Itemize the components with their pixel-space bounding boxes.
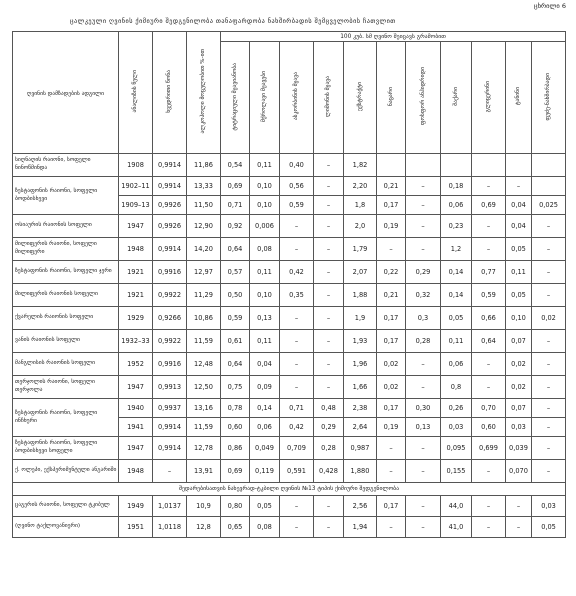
cell-value: 0,02	[377, 353, 406, 376]
cell-value: 0,30	[406, 399, 441, 418]
cell-value: 0,64	[221, 353, 250, 376]
cell-density: 0,9914	[153, 154, 187, 177]
cell-value: –	[506, 517, 532, 538]
cell-year: 1951	[119, 517, 153, 538]
cell-value: –	[506, 496, 532, 517]
cell-value: 0,57	[221, 261, 250, 284]
cell-value: –	[314, 196, 344, 215]
cell-value: –	[472, 376, 506, 399]
cell-value: 0,06	[441, 196, 472, 215]
cell-value: 0,10	[506, 307, 532, 330]
cell-value: 0,05	[506, 284, 532, 307]
cell-value: 0,11	[250, 330, 280, 353]
cell-value: 0,21	[377, 177, 406, 196]
cell-location: სიღნაღის რაიონი, სოფელი ნინოწმინდა	[13, 154, 119, 177]
cell-year: 1940	[119, 399, 153, 418]
cell-value: 0,17	[377, 399, 406, 418]
cell-value: 0,09	[250, 376, 280, 399]
cell-value: 0,86	[221, 437, 250, 460]
cell-density: 0,9914	[153, 238, 187, 261]
cell-value: 0,02	[377, 376, 406, 399]
cell-location: მილიფერის რაიონი, სოფელი მილიფერი	[13, 238, 119, 261]
cell-value: –	[406, 496, 441, 517]
cell-value: 1,79	[344, 238, 377, 261]
cell-value: –	[406, 177, 441, 196]
cell-year: 1909–13	[119, 196, 153, 215]
cell-value: –	[314, 517, 344, 538]
cell-value: 0,69	[221, 460, 250, 483]
cell-year: 1949	[119, 496, 153, 517]
cell-value: 0,025	[532, 196, 566, 215]
cell-alcohol: 10,86	[187, 307, 221, 330]
cell-density: 0,9926	[153, 215, 187, 238]
cell-value: –	[406, 376, 441, 399]
header-year: ანალიზის წელი	[119, 32, 153, 154]
table-row	[13, 496, 566, 517]
cell-value: 0,08	[250, 517, 280, 538]
cell-value: 0,92	[221, 215, 250, 238]
cell-value: –	[280, 496, 314, 517]
header-col-3: ლიმონის მჟავა	[314, 42, 344, 154]
cell-value: 0,64	[472, 330, 506, 353]
cell-value: 0,69	[221, 177, 250, 196]
cell-value: 0,02	[506, 353, 532, 376]
cell-year: 1947	[119, 437, 153, 460]
cell-density: 0,9916	[153, 353, 187, 376]
cell-value: 0,13	[250, 307, 280, 330]
cell-value: –	[472, 460, 506, 483]
cell-location: მილიფერის რაიონის სოფელი	[13, 284, 119, 307]
cell-value: –	[314, 177, 344, 196]
cell-value: 0,08	[250, 238, 280, 261]
cell-year: 1947	[119, 376, 153, 399]
cell-value: –	[314, 215, 344, 238]
cell-value: 0,59	[221, 307, 250, 330]
cell-value: 0,05	[532, 517, 566, 538]
cell-location: თერჯოლის რაიონი, სოფელი თერჯოლა	[13, 376, 119, 399]
cell-value: 0,8	[441, 376, 472, 399]
cell-value: –	[472, 517, 506, 538]
cell-value: 0,591	[280, 460, 314, 483]
cell-value: 0,709	[280, 437, 314, 460]
cell-alcohol: 12,8	[187, 517, 221, 538]
table-row	[13, 238, 566, 261]
header-col-1: მქროლავი მჟავები	[250, 42, 280, 154]
cell-value: 0,50	[221, 284, 250, 307]
cell-value: –	[472, 238, 506, 261]
cell-value: –	[406, 238, 441, 261]
table-row	[13, 261, 566, 284]
cell-year: 1921	[119, 261, 153, 284]
cell-value: 0,29	[406, 261, 441, 284]
table-row	[13, 154, 566, 177]
cell-value	[506, 154, 532, 177]
header-col-10: ფუძე-ნახშირბადი	[532, 42, 566, 154]
cell-value: 0,21	[377, 284, 406, 307]
cell-location: ქვარელის რაიონის სოფელი	[13, 307, 119, 330]
cell-value: 0,56	[280, 177, 314, 196]
cell-value: 0,14	[250, 399, 280, 418]
cell-value: 0,07	[506, 330, 532, 353]
cell-location: მანგლისის რაიონის სოფელი	[13, 353, 119, 376]
cell-value: 0,05	[250, 496, 280, 517]
table-title: ცალკეული ღვინის ქიმიური შედგენილობა თანაფარდობა ნახშირბადის შემცველობის ჩათვლით	[70, 18, 396, 25]
cell-value: –	[314, 238, 344, 261]
cell-value: –	[314, 330, 344, 353]
cell-value: 1,82	[344, 154, 377, 177]
cell-value	[406, 154, 441, 177]
cell-value: 0,19	[377, 215, 406, 238]
cell-value: 0,17	[377, 307, 406, 330]
cell-value: 0,987	[344, 437, 377, 460]
cell-alcohol: 13,16	[187, 399, 221, 418]
cell-value: –	[314, 284, 344, 307]
cell-value: 0,61	[221, 330, 250, 353]
cell-value: –	[472, 496, 506, 517]
wine-composition-table	[12, 31, 566, 538]
cell-value: –	[280, 215, 314, 238]
cell-value: 0,69	[472, 196, 506, 215]
cell-value: –	[472, 177, 506, 196]
cell-alcohol: 14,20	[187, 238, 221, 261]
cell-value: 1,93	[344, 330, 377, 353]
cell-value: 0,04	[250, 353, 280, 376]
cell-location: (ღვინო ტაქლოვანიერი)	[13, 517, 119, 538]
cell-value: –	[314, 353, 344, 376]
cell-value: –	[280, 353, 314, 376]
table-row	[13, 517, 566, 538]
header-col-7: შაქარი	[441, 42, 472, 154]
cell-alcohol: 13,33	[187, 177, 221, 196]
cell-value: –	[377, 437, 406, 460]
cell-density: 0,9914	[153, 437, 187, 460]
cell-value: –	[472, 353, 506, 376]
cell-value: 2,20	[344, 177, 377, 196]
cell-value: –	[532, 460, 566, 483]
comparison-header: შედარებისათვის ნახევრად-ტკბილი ღვინის №13 ტიპის ქიმიური შედგენილობა	[13, 483, 566, 496]
cell-value: 0,070	[506, 460, 532, 483]
cell-value: 0,26	[441, 399, 472, 418]
cell-value: 0,28	[314, 437, 344, 460]
cell-alcohol: 12,90	[187, 215, 221, 238]
cell-value	[472, 154, 506, 177]
cell-value: 0,19	[377, 418, 406, 437]
cell-value: 0,42	[280, 261, 314, 284]
cell-location: ზესტაფონის რაიონი, სოფელი ბოდბისხევი სოფელი	[13, 437, 119, 460]
cell-value: –	[280, 376, 314, 399]
cell-value: 1,2	[441, 238, 472, 261]
cell-value: 0,65	[221, 517, 250, 538]
cell-alcohol: 11,29	[187, 284, 221, 307]
cell-value: 0,75	[221, 376, 250, 399]
cell-value: 0,13	[406, 418, 441, 437]
cell-value: 0,18	[441, 177, 472, 196]
cell-value: –	[280, 238, 314, 261]
cell-density: 0,9266	[153, 307, 187, 330]
cell-value: 1,880	[344, 460, 377, 483]
cell-alcohol: 12,48	[187, 353, 221, 376]
header-col-5: ნაცარი	[377, 42, 406, 154]
cell-density: 0,9913	[153, 376, 187, 399]
cell-location: ოსიაურის რაიონის სოფელი	[13, 215, 119, 238]
cell-density: 0,9926	[153, 196, 187, 215]
header-col-8: გლიცერინი	[472, 42, 506, 154]
cell-density: –	[153, 460, 187, 483]
header-col-0: ტიტრაციული მჟავიანობა	[221, 42, 250, 154]
cell-alcohol: 11,50	[187, 196, 221, 215]
cell-density: 0,9914	[153, 177, 187, 196]
cell-value: –	[377, 460, 406, 483]
cell-year: 1921	[119, 284, 153, 307]
cell-value: –	[532, 399, 566, 418]
cell-value: 0,17	[377, 496, 406, 517]
cell-value: –	[314, 261, 344, 284]
cell-location: ზესტაფონის რაიონი, სოფელი ჯერი	[13, 261, 119, 284]
cell-value: 2,07	[344, 261, 377, 284]
cell-value: –	[532, 261, 566, 284]
cell-value: 0,60	[221, 418, 250, 437]
cell-value: 2,64	[344, 418, 377, 437]
cell-value: –	[406, 517, 441, 538]
cell-value: 0,64	[221, 238, 250, 261]
cell-alcohol: 12,78	[187, 437, 221, 460]
cell-value: 0,03	[506, 418, 532, 437]
cell-value: 0,23	[441, 215, 472, 238]
cell-value: 0,28	[406, 330, 441, 353]
cell-value: 0,66	[472, 307, 506, 330]
cell-value: 2,56	[344, 496, 377, 517]
table-row	[13, 330, 566, 353]
cell-value: 0,11	[250, 154, 280, 177]
cell-value	[377, 154, 406, 177]
cell-value: 0,3	[406, 307, 441, 330]
header-location: ღვინის დამზადების ადგილი	[13, 32, 119, 154]
cell-value: 0,11	[441, 330, 472, 353]
cell-value: 0,71	[280, 399, 314, 418]
cell-year: 1947	[119, 215, 153, 238]
table-row	[13, 284, 566, 307]
cell-value: –	[532, 284, 566, 307]
cell-value: 0,049	[250, 437, 280, 460]
table-row	[13, 399, 566, 418]
cell-value: 0,59	[280, 196, 314, 215]
cell-value: 0,05	[506, 238, 532, 261]
cell-value: –	[406, 353, 441, 376]
header-col-2: ასკორბინის მჟავა	[280, 42, 314, 154]
cell-value: 0,05	[441, 307, 472, 330]
cell-value: 1,94	[344, 517, 377, 538]
cell-alcohol: 11,59	[187, 418, 221, 437]
cell-year: 1948	[119, 460, 153, 483]
cell-value: 0,06	[441, 353, 472, 376]
header-alcohol: ალკოჰოლი მოცულობით %-ით	[187, 32, 221, 154]
cell-value: –	[532, 353, 566, 376]
cell-value: 0,40	[280, 154, 314, 177]
cell-value: 0,11	[506, 261, 532, 284]
cell-value: 0,17	[377, 330, 406, 353]
cell-value: 0,10	[250, 177, 280, 196]
cell-density: 1,0118	[153, 517, 187, 538]
cell-value: 1,9	[344, 307, 377, 330]
cell-value: 0,095	[441, 437, 472, 460]
header-group: 100 კუბ. სმ ღვინო შეიცავს გრამობით	[221, 32, 566, 42]
cell-value: –	[506, 177, 532, 196]
cell-value: 0,22	[377, 261, 406, 284]
cell-value: 1,96	[344, 353, 377, 376]
cell-alcohol: 12,97	[187, 261, 221, 284]
table-row	[13, 177, 566, 196]
cell-value: –	[280, 517, 314, 538]
cell-value: –	[377, 517, 406, 538]
cell-value: –	[314, 307, 344, 330]
cell-value: 41,0	[441, 517, 472, 538]
cell-location: ზესტაფონის რაიონი, სოფელი ინჩხური	[13, 399, 119, 437]
cell-value: 0,32	[406, 284, 441, 307]
cell-density: 0,9922	[153, 330, 187, 353]
cell-value: 0,14	[441, 284, 472, 307]
cell-location: ვანის რაიონის სოფელი	[13, 330, 119, 353]
cell-value: –	[532, 376, 566, 399]
cell-alcohol: 13,91	[187, 460, 221, 483]
cell-value: 0,70	[472, 399, 506, 418]
cell-value: 0,14	[441, 261, 472, 284]
cell-value: 0,155	[441, 460, 472, 483]
cell-value: 0,03	[532, 496, 566, 517]
cell-value: 0,42	[280, 418, 314, 437]
cell-year: 1902–11	[119, 177, 153, 196]
cell-value: 0,02	[506, 376, 532, 399]
cell-year: 1952	[119, 353, 153, 376]
cell-value: 0,04	[506, 196, 532, 215]
cell-density: 1,0137	[153, 496, 187, 517]
cell-value: 0,71	[221, 196, 250, 215]
cell-value: 0,80	[221, 496, 250, 517]
cell-location: ზესტაფონის რაიონი, სოფელი ბოდბისხევი	[13, 177, 119, 215]
cell-value	[532, 177, 566, 196]
cell-value: 0,77	[472, 261, 506, 284]
cell-value: 0,11	[250, 261, 280, 284]
cell-value: –	[406, 215, 441, 238]
cell-value	[441, 154, 472, 177]
cell-density: 0,9922	[153, 284, 187, 307]
cell-value: 0,54	[221, 154, 250, 177]
cell-value: 0,10	[250, 196, 280, 215]
cell-year: 1929	[119, 307, 153, 330]
cell-density: 0,9937	[153, 399, 187, 418]
cell-value: –	[280, 307, 314, 330]
table-row	[13, 215, 566, 238]
cell-value: –	[314, 154, 344, 177]
cell-year: 1948	[119, 238, 153, 261]
cell-value: 0,039	[506, 437, 532, 460]
cell-value: 44,0	[441, 496, 472, 517]
cell-value: –	[314, 496, 344, 517]
cell-value: 0,60	[472, 418, 506, 437]
cell-alcohol: 10,9	[187, 496, 221, 517]
cell-alcohol: 11,59	[187, 330, 221, 353]
cell-value: –	[532, 238, 566, 261]
table-row	[13, 376, 566, 399]
cell-value: 0,006	[250, 215, 280, 238]
cell-alcohol: 11,86	[187, 154, 221, 177]
table-row	[13, 437, 566, 460]
cell-value: –	[280, 330, 314, 353]
cell-value: 1,8	[344, 196, 377, 215]
cell-value: –	[406, 437, 441, 460]
header-col-9: ტანინი	[506, 42, 532, 154]
cell-value: –	[532, 330, 566, 353]
table-number: ცხრილი 6	[533, 2, 566, 10]
cell-value: 2,0	[344, 215, 377, 238]
cell-value: 0,35	[280, 284, 314, 307]
cell-year: 1941	[119, 418, 153, 437]
cell-value: 0,48	[314, 399, 344, 418]
cell-value: 0,59	[472, 284, 506, 307]
table-row	[13, 353, 566, 376]
cell-density: 0,9916	[153, 261, 187, 284]
cell-value: 0,119	[250, 460, 280, 483]
table-row	[13, 307, 566, 330]
cell-value: 0,07	[506, 399, 532, 418]
cell-value	[532, 154, 566, 177]
cell-value: –	[532, 437, 566, 460]
header-col-6: ფოსფორ ანჰიდრიდი	[406, 42, 441, 154]
cell-location: ცაგერის რაიონი, სოფელი ტკიბულ	[13, 496, 119, 517]
cell-value: 0,03	[441, 418, 472, 437]
cell-year: 1932–33	[119, 330, 153, 353]
cell-value: 0,428	[314, 460, 344, 483]
cell-value: –	[314, 376, 344, 399]
cell-value: 1,88	[344, 284, 377, 307]
cell-value: 0,10	[250, 284, 280, 307]
cell-year: 1908	[119, 154, 153, 177]
cell-value: 0,06	[250, 418, 280, 437]
cell-value: –	[532, 418, 566, 437]
cell-value: –	[406, 460, 441, 483]
cell-value: 0,17	[377, 196, 406, 215]
cell-value: 0,04	[506, 215, 532, 238]
cell-value: –	[472, 215, 506, 238]
cell-location: ქ. ოლეპი, ექსპერიმენტული ანგარიში	[13, 460, 119, 483]
cell-value: 2,38	[344, 399, 377, 418]
cell-value: 1,66	[344, 376, 377, 399]
cell-value: 0,02	[532, 307, 566, 330]
header-density: ხვედრითი წონა	[153, 32, 187, 154]
cell-alcohol: 12,50	[187, 376, 221, 399]
cell-value: 0,78	[221, 399, 250, 418]
cell-value: –	[406, 196, 441, 215]
cell-density: 0,9914	[153, 418, 187, 437]
cell-value: –	[377, 238, 406, 261]
header-col-4: ექსტრაქტი	[344, 42, 377, 154]
table-row	[13, 460, 566, 483]
cell-value: 0,29	[314, 418, 344, 437]
cell-value: 0,699	[472, 437, 506, 460]
cell-value: –	[532, 215, 566, 238]
